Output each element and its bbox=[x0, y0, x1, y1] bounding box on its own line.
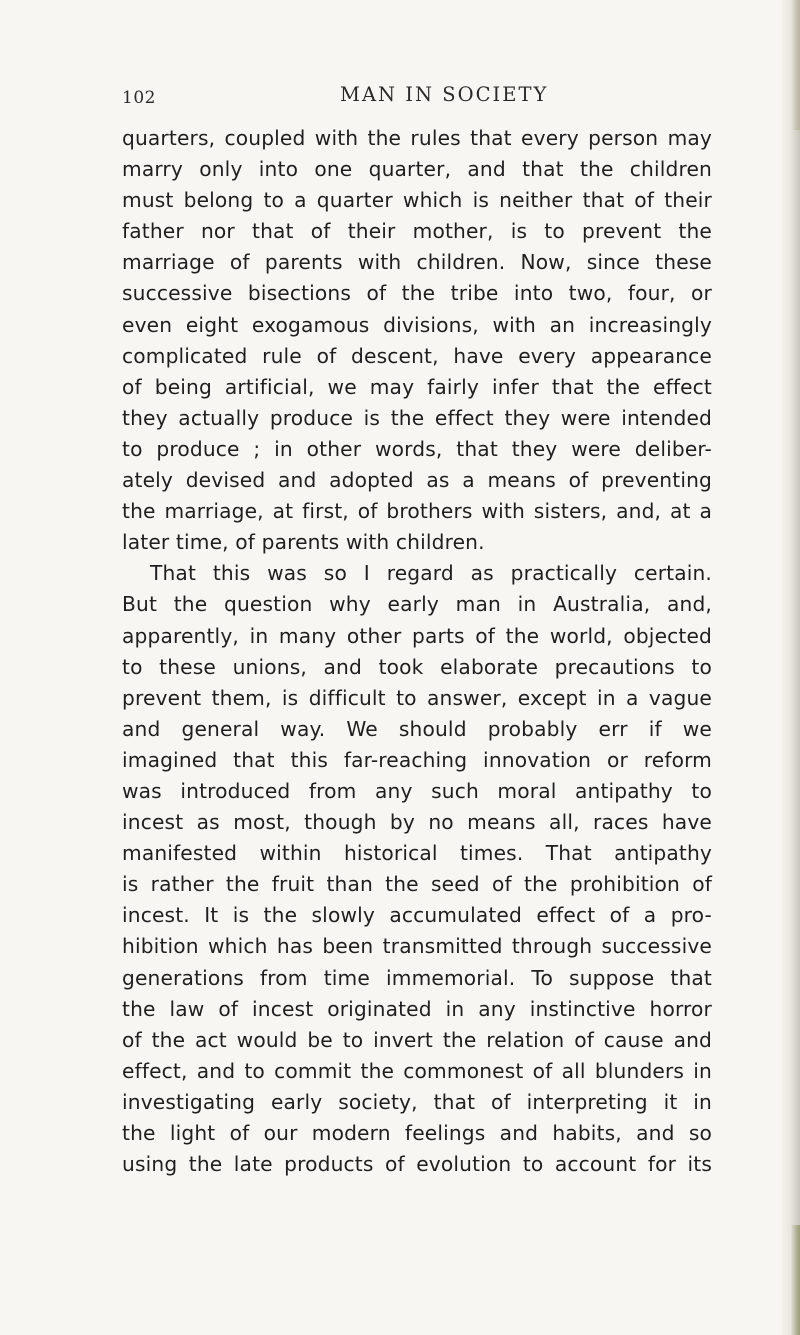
page-number: 102 bbox=[122, 88, 156, 108]
text-line: father nor that of their mother, is to prevent the bbox=[122, 219, 712, 244]
text-line: hibition which has been transmitted through successive bbox=[122, 934, 712, 959]
text-line: even eight exogamous divisions, with an increasingly bbox=[122, 312, 712, 337]
text-line: prevent them, is difficult to answer, except in a vague bbox=[122, 685, 712, 710]
text-line: was introduced from any such moral antipathy to bbox=[122, 778, 712, 803]
text-line: effect, and to commit the commonest of all blunders in bbox=[122, 1058, 712, 1083]
text-line: But the question why early man in Australia, and, bbox=[122, 592, 712, 617]
text-line: of being artificial, we may fairly infer that the effect bbox=[122, 374, 712, 399]
text-line: incest. It is the slowly accumulated effect of a pro- bbox=[122, 903, 712, 928]
text-line: incest as most, though by no means all, races have bbox=[122, 810, 712, 835]
text-line: marriage of parents with children. Now, since these bbox=[122, 250, 712, 275]
text-line: is rather the fruit than the seed of the prohibition of bbox=[122, 872, 712, 897]
text-line: quarters, coupled with the rules that every person may bbox=[122, 126, 712, 150]
text-line: the law of incest originated in any instinctive horror bbox=[122, 996, 712, 1021]
text-line: the marriage, at first, of brothers with sisters, and, at a bbox=[122, 499, 712, 524]
edge-wear-top bbox=[792, 0, 800, 130]
text-line: apparently, in many other parts of the world, objected bbox=[122, 623, 712, 648]
text-line: using the late products of evolution to account for its bbox=[122, 1152, 712, 1177]
text-line: later time, of parents with children. bbox=[122, 530, 485, 555]
text-line: ately devised and adopted as a means of preventing bbox=[122, 468, 712, 493]
text-line: imagined that this far-reaching innovation or reform bbox=[122, 747, 712, 772]
page-edge bbox=[782, 0, 800, 1335]
text-line: to produce ; in other words, that they were deliber- bbox=[122, 436, 712, 461]
text-line: manifested within historical times. That antipathy bbox=[122, 841, 712, 866]
text-line: generations from time immemorial. To suppose that bbox=[122, 965, 712, 990]
text-line: complicated rule of descent, have every appearance bbox=[122, 343, 712, 368]
text-line: and general way. We should probably err if we bbox=[122, 716, 712, 741]
text-line: they actually produce is the effect they were intended bbox=[122, 405, 712, 430]
running-head: MAN IN SOCIETY bbox=[340, 83, 549, 106]
text-line: marry only into one quarter, and that the children bbox=[122, 157, 712, 182]
text-line: investigating early society, that of interpreting it in bbox=[122, 1089, 712, 1114]
page-header bbox=[122, 79, 707, 111]
text-line: successive bisections of the tribe into two, four, or bbox=[122, 281, 712, 306]
body-text bbox=[122, 123, 712, 1180]
text-line: to these unions, and took elaborate precautions to bbox=[122, 654, 712, 679]
text-line: must belong to a quarter which is neither that of their bbox=[122, 188, 712, 213]
text-line: That this was so I regard as practically certain. bbox=[150, 561, 712, 586]
text-line: of the act would be to invert the relation of cause and bbox=[122, 1027, 712, 1052]
edge-wear-bottom bbox=[791, 1225, 800, 1335]
text-line: the light of our modern feelings and habits, and so bbox=[122, 1121, 712, 1145]
